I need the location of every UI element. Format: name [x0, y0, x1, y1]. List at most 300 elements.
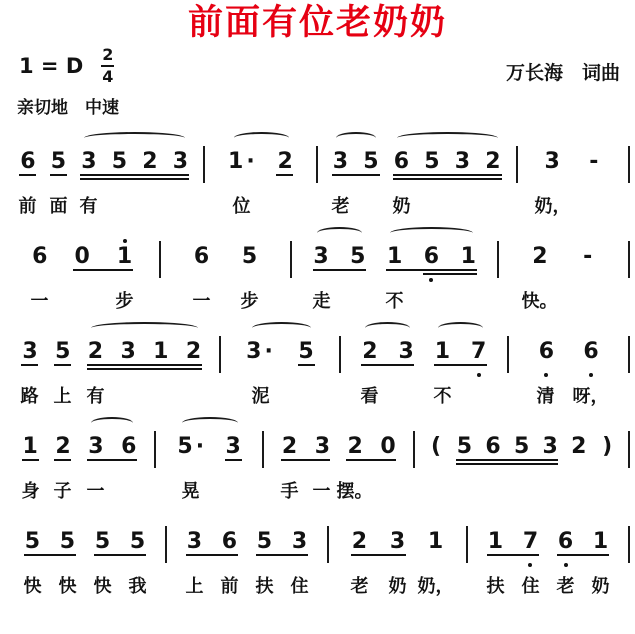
note [363, 143, 378, 188]
note-digit [583, 245, 592, 269]
lyric-char: 前 [18, 195, 37, 217]
note [292, 523, 307, 568]
low-octave-slot [589, 364, 593, 378]
note [228, 143, 255, 188]
beam-underline [456, 463, 558, 465]
digit: 5 [177, 433, 193, 459]
note-digit [424, 150, 439, 174]
note [348, 428, 363, 473]
note-digit [112, 150, 127, 174]
digit: 6 [121, 433, 137, 459]
lyric-char: 位 [232, 195, 251, 217]
digit: 6 [393, 148, 410, 174]
digit: 3 [398, 338, 414, 364]
note [88, 333, 103, 378]
note-digit [485, 150, 500, 174]
beam-underline [19, 174, 36, 176]
note-digit [313, 245, 328, 269]
digit: 3 [314, 433, 330, 459]
lyric-char: 奶， [417, 575, 454, 597]
slur-arc [317, 227, 362, 239]
note [394, 143, 409, 188]
note [362, 333, 377, 378]
note [60, 523, 75, 568]
note [471, 333, 486, 378]
note [226, 428, 241, 473]
digit: 2 [571, 433, 587, 459]
note [55, 333, 70, 378]
lyric-char: 住 [521, 575, 540, 597]
note-digit [461, 245, 476, 269]
measure [5, 415, 154, 473]
cell-group [161, 225, 290, 283]
note-digit [589, 150, 598, 174]
beam-underline [21, 364, 38, 366]
note-digit [121, 435, 136, 459]
cell-group [167, 510, 327, 568]
lyric-char: 奶 [392, 195, 411, 217]
digit: 3 [120, 338, 136, 364]
note [55, 428, 70, 473]
digit: 1 [228, 148, 244, 174]
note-digit [571, 435, 586, 459]
note-digit [246, 340, 273, 364]
note [32, 238, 47, 283]
note [112, 143, 127, 188]
measure [264, 415, 413, 473]
note-digit [539, 340, 554, 364]
note-digit [455, 150, 470, 174]
slur-arc [234, 132, 290, 144]
note-digit [350, 245, 365, 269]
digit: 3 [22, 338, 38, 364]
note [22, 333, 37, 378]
note-digit [390, 530, 405, 554]
beam-underline [456, 459, 558, 461]
note [142, 143, 157, 188]
measure [167, 510, 327, 568]
digit: 6 [221, 528, 238, 554]
digit: 7 [471, 338, 487, 364]
note [461, 238, 476, 283]
note [428, 523, 443, 568]
digit: 5 [94, 528, 111, 554]
note [246, 333, 273, 378]
beam-underline [423, 273, 477, 275]
barline [628, 431, 630, 468]
lyric-char: 身 [21, 480, 40, 502]
cell-group [5, 510, 165, 568]
lyric-char: 不 [433, 385, 452, 407]
note [173, 143, 188, 188]
paren-glyph [600, 428, 615, 473]
lyric-char: 奶 [591, 575, 610, 597]
measure [341, 320, 507, 378]
note-digit [333, 150, 348, 174]
lyric-char: 一 [30, 290, 49, 312]
measure [509, 320, 628, 378]
note [514, 428, 529, 473]
digit: - [583, 243, 593, 269]
digit: 5 [55, 338, 71, 364]
slur-arc [336, 132, 376, 144]
notes-row [5, 320, 630, 378]
digit: 5 [256, 528, 273, 554]
beam-underline [22, 459, 39, 461]
rest-note [74, 238, 89, 283]
digit: 0 [380, 433, 396, 459]
song-title: 前面有位老奶奶 [187, 3, 447, 43]
note-digit [23, 435, 38, 459]
slur-arc [84, 132, 185, 144]
octave-dot-low [477, 373, 481, 377]
note [532, 238, 547, 283]
lyric-char: 步 [115, 290, 134, 312]
note [539, 333, 554, 378]
digit: 2 [87, 338, 104, 364]
digit: 3 [81, 148, 97, 174]
note-digit [88, 435, 103, 459]
note [20, 143, 35, 188]
measure [518, 130, 628, 188]
digit: 5 [50, 148, 67, 174]
note [117, 238, 132, 283]
augmentation-dot: · [195, 433, 205, 459]
digit: 6 [193, 243, 210, 269]
note-digit [394, 150, 409, 174]
note [194, 238, 209, 283]
measure [292, 225, 498, 283]
note [315, 428, 330, 473]
note [153, 333, 168, 378]
digit: 3 [246, 338, 262, 364]
barline [628, 526, 630, 563]
note [488, 523, 503, 568]
measure [318, 130, 516, 188]
digit: 3 [186, 528, 203, 554]
key-label: 1 = D [19, 53, 84, 78]
digit: 2 [347, 433, 363, 459]
note-digit [74, 245, 89, 269]
note-digit [544, 150, 559, 174]
measure [415, 415, 628, 473]
digit: 5 [424, 148, 440, 174]
note-digit [55, 435, 70, 459]
note-digit [177, 435, 204, 459]
lyric-char: 一 [312, 480, 331, 502]
note-digit [81, 150, 96, 174]
digit: 6 [485, 433, 501, 459]
digit: 5 [241, 243, 258, 269]
beam-underline [186, 554, 238, 556]
note-digit [60, 530, 75, 554]
note-digit [228, 150, 255, 174]
beam-underline [361, 364, 414, 366]
note-digit [558, 530, 573, 554]
note-digit [387, 245, 402, 269]
note [257, 523, 272, 568]
note [398, 333, 413, 378]
beam-underline [225, 459, 242, 461]
digit: 2 [351, 528, 368, 554]
digit: 1 [460, 243, 476, 269]
lyric-char: 看 [360, 385, 379, 407]
note-digit [514, 435, 529, 459]
digit: 3 [313, 243, 329, 269]
beam-underline [256, 554, 308, 556]
note [485, 428, 500, 473]
lyric-char: 泥 [251, 385, 270, 407]
note-digit [523, 530, 538, 554]
slur-arc [438, 322, 483, 334]
octave-dot-high [123, 239, 127, 243]
note-digit [428, 530, 443, 554]
digit: 1 [487, 528, 504, 554]
beam-underline [87, 368, 202, 370]
note [350, 238, 365, 283]
note-digit [380, 435, 395, 459]
note-digit [457, 435, 472, 459]
digit: 2 [485, 148, 501, 174]
note [333, 143, 348, 188]
measure [5, 320, 219, 378]
lyric-char: 快 [58, 575, 77, 597]
cell-group [329, 510, 466, 568]
notes-row [5, 415, 630, 473]
digit: 1 [386, 243, 403, 269]
lyric-char: 扶 [255, 575, 274, 597]
meter-denominator: 4 [102, 66, 114, 86]
cell-group [468, 510, 628, 568]
beam-underline [487, 554, 539, 556]
score-line [5, 130, 630, 225]
note [593, 523, 608, 568]
lyric-char: 摆。 [336, 480, 373, 502]
digit: ( [430, 433, 442, 459]
lyric-char: 面 [49, 195, 68, 217]
notes-row [5, 510, 630, 568]
note [177, 428, 204, 473]
digit: 6 [20, 148, 36, 174]
score [5, 130, 630, 605]
note-digit [277, 150, 292, 174]
digit: 2 [281, 433, 298, 459]
note [25, 523, 40, 568]
measure [205, 130, 315, 188]
measure [329, 510, 466, 568]
digit: 0 [74, 243, 90, 269]
octave-dot-low [564, 563, 568, 567]
beam-underline [54, 459, 71, 461]
digit: 5 [24, 528, 41, 554]
lyric-char: 清 [536, 385, 555, 407]
cell-group [264, 415, 413, 473]
note [424, 143, 439, 188]
digit: 3 [225, 433, 241, 459]
composer-credit: 万长海 词曲 [505, 61, 620, 84]
note-digit [120, 340, 135, 364]
lyric-char: 手 [280, 480, 299, 502]
digit: 3 [88, 433, 104, 459]
measure [5, 510, 165, 568]
note-digit [315, 435, 330, 459]
beam-underline [87, 364, 202, 366]
beam-underline [281, 459, 330, 461]
digit: 1 [116, 243, 133, 269]
digit: 6 [423, 243, 440, 269]
note [544, 143, 559, 188]
note [121, 428, 136, 473]
note [51, 143, 66, 188]
lyric-char: 老 [331, 195, 350, 217]
octave-dot-low [429, 278, 433, 282]
beam-underline [298, 364, 315, 366]
lyric-char: 老 [556, 575, 575, 597]
digit: ) [602, 433, 613, 459]
note [455, 143, 470, 188]
lyric-char: 一 [192, 290, 211, 312]
note-digit [583, 340, 598, 364]
note [571, 428, 586, 473]
barline [628, 241, 630, 278]
note-digit [130, 530, 145, 554]
digit: 6 [557, 528, 574, 554]
note [558, 523, 573, 568]
note-digit [348, 435, 363, 459]
slur-arc [390, 227, 473, 239]
note-digit [20, 150, 35, 174]
octave-dot-low [528, 563, 532, 567]
augmentation-dot: · [264, 338, 273, 364]
digit: 5 [298, 338, 314, 364]
note-digit [95, 530, 110, 554]
note-digit [226, 435, 241, 459]
slur-arc [397, 132, 498, 144]
digit: 3 [172, 148, 189, 174]
digit: 7 [522, 528, 539, 554]
beam-underline [434, 364, 487, 366]
note [242, 238, 257, 283]
note [187, 523, 202, 568]
note-digit [25, 530, 40, 554]
note [282, 428, 297, 473]
note [81, 143, 96, 188]
measure [5, 225, 159, 283]
note-digit [282, 435, 297, 459]
lyric-char: 晃 [181, 480, 200, 502]
digit: 5 [363, 148, 379, 174]
digit: 5 [513, 433, 530, 459]
measure [161, 225, 290, 283]
note-digit [593, 530, 608, 554]
beam-underline [346, 459, 396, 461]
beam-underline [73, 269, 133, 271]
score-line [5, 320, 630, 415]
score-line [5, 415, 630, 510]
beam-underline [276, 174, 293, 176]
digit: 3 [389, 528, 406, 554]
digit: 6 [583, 338, 599, 364]
note-digit [222, 530, 237, 554]
lyric-char: 快。 [521, 290, 558, 312]
note-digit [352, 530, 367, 554]
digit: 3 [542, 433, 558, 459]
note-digit [55, 340, 70, 364]
slur-arc [252, 322, 311, 334]
digit: 2 [142, 148, 158, 174]
lyric-char: 扶 [486, 575, 505, 597]
lyric-char: 住 [290, 575, 309, 597]
lyric-char: 奶， [534, 195, 571, 217]
note-digit [117, 245, 132, 269]
note-digit [424, 245, 439, 269]
note-digit [362, 340, 377, 364]
note [543, 428, 558, 473]
lyric-char: 不 [385, 290, 404, 312]
beam-underline [50, 174, 67, 176]
lyric-char: 子 [53, 480, 72, 502]
digit: 1 [592, 528, 609, 554]
note-digit [532, 245, 547, 269]
note [23, 428, 38, 473]
lyric-char: 一 [86, 480, 105, 502]
low-octave-slot [528, 554, 532, 568]
score-line [5, 225, 630, 320]
note [95, 523, 110, 568]
beam-underline [80, 174, 189, 176]
note-digit [257, 530, 272, 554]
digit: 2 [362, 338, 378, 364]
lyric-char: 我 [128, 575, 147, 597]
meta-row [5, 45, 630, 85]
digit: 6 [538, 338, 554, 364]
slur-arc [91, 417, 133, 429]
lyric-char: 奶 [388, 575, 407, 597]
note-digit [435, 340, 450, 364]
low-octave-slot [564, 554, 568, 568]
barline [628, 336, 630, 373]
lyric-char: 走 [312, 290, 331, 312]
lyric-char: 步 [240, 290, 259, 312]
beam-underline [557, 554, 609, 556]
digit: 3 [291, 528, 308, 554]
digit: 5 [350, 243, 366, 269]
slur-arc [182, 417, 238, 429]
note-digit [363, 150, 378, 174]
lyric-char: 有 [86, 385, 105, 407]
beam-underline [87, 459, 137, 461]
lyric-char: 路 [20, 385, 39, 407]
note-digit [51, 150, 66, 174]
note [186, 333, 201, 378]
note [485, 143, 500, 188]
note [352, 523, 367, 568]
digit: 5 [59, 528, 76, 554]
meter-numerator: 2 [102, 44, 114, 64]
digit: 2 [532, 243, 548, 269]
note [120, 333, 135, 378]
beam-underline [393, 178, 502, 180]
low-octave-slot [429, 269, 433, 283]
digit: 1 [153, 338, 169, 364]
beam-underline [94, 554, 146, 556]
beam-underline [313, 269, 366, 271]
digit: 6 [32, 243, 48, 269]
note-digit [471, 340, 486, 364]
note [583, 333, 598, 378]
note-digit [398, 340, 413, 364]
note [424, 238, 439, 283]
